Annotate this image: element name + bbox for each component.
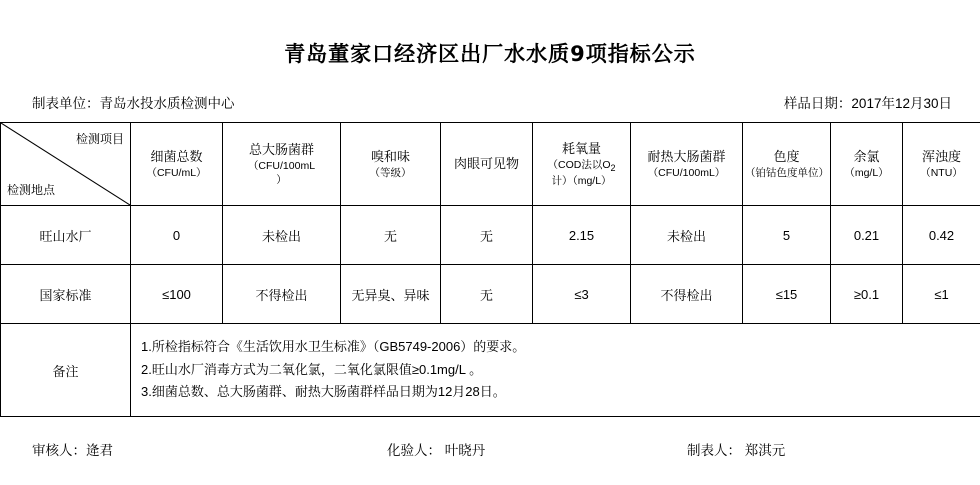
header-corner-bottom-label: 检测地点 [7, 183, 56, 197]
row-1-value-5: 不得检出 [631, 265, 743, 324]
notes-row [1, 324, 980, 417]
header-col-7-unit: （mg/L） [844, 166, 889, 179]
note-line-0: 1.所检指标符合《生活饮用水卫生标准》（GB5749-2006）的要求。 [141, 338, 526, 354]
header-col-3 [441, 123, 533, 206]
header-col-1-name: 总大肠菌群 [248, 142, 314, 158]
row-0-value-4: 2.15 [533, 206, 631, 265]
row-0-value-3: 无 [441, 206, 533, 265]
header-col-8 [903, 123, 980, 206]
table-row [1, 206, 980, 265]
header-col-6-name: 色度 [773, 149, 800, 165]
row-0-value-8: 0.42 [903, 206, 980, 265]
footer [32, 439, 940, 459]
row-1-value-3: 无 [441, 265, 533, 324]
row-0-value-1: 未检出 [223, 206, 341, 265]
header-col-5 [631, 123, 743, 206]
row-1-value-4: ≤3 [533, 265, 631, 324]
header-col-2-name: 嗅和味 [370, 149, 410, 165]
header-col-4-unit2: 计）（mg/L） [551, 174, 612, 187]
row-0-value-7: 0.21 [831, 206, 903, 265]
water-quality-table [0, 122, 980, 417]
note-line-2: 3.细菌总数、总大肠菌群、耐热大肠菌群样品日期为12月28日。 [141, 384, 506, 400]
header-col-4-unit: （COD法以O2 [547, 158, 616, 173]
header-col-0-unit: （CFU/mL） [146, 166, 207, 179]
header-col-6-unit: （铂钴色度单位） [745, 166, 829, 179]
header-col-2 [341, 123, 441, 206]
row-1-value-6: ≤15 [743, 265, 831, 324]
header-corner-top-label: 检测项目 [75, 132, 124, 146]
row-1-value-8: ≤1 [903, 265, 980, 324]
header-col-8-name: 浑浊度 [921, 149, 961, 165]
row-1-value-7: ≥0.1 [831, 265, 903, 324]
row-1-value-2: 无异臭、异味 [341, 265, 441, 324]
header-col-2-unit: （等级） [369, 166, 412, 179]
meta-prepared-by: 制表单位：青岛水投水质检测中心 [32, 96, 235, 111]
footer-analyst: 化验人： 叶晓丹 [387, 443, 486, 458]
header-col-4 [533, 123, 631, 206]
meta-row [32, 92, 952, 112]
header-col-7-name: 余氯 [853, 149, 880, 165]
notes-body [131, 324, 980, 417]
meta-sample-date: 样品日期：2017年12月30日 [783, 96, 952, 111]
header-col-3-name: 肉眼可见物 [453, 156, 519, 172]
header-col-6 [743, 123, 831, 206]
header-col-1-unit: （CFU/100mL [247, 159, 316, 172]
header-col-1-unit2: ） [276, 173, 287, 186]
header-corner-cell [1, 123, 131, 206]
note-line-1: 2.旺山水厂消毒方式为二氧化氯，二氧化氯限值≥0.1mg/L 。 [141, 361, 483, 377]
row-1-value-0: ≤100 [131, 265, 223, 324]
table-header-row [1, 123, 980, 206]
table-row [1, 265, 980, 324]
header-col-5-unit: （CFU/100mL） [647, 166, 726, 179]
row-1-value-1: 不得检出 [223, 265, 341, 324]
header-col-1 [223, 123, 341, 206]
row-0-value-0: 0 [131, 206, 223, 265]
row-1-label: 国家标准 [1, 265, 131, 324]
row-0-value-6: 5 [743, 206, 831, 265]
header-col-7 [831, 123, 903, 206]
row-0-value-5: 未检出 [631, 206, 743, 265]
row-0-value-2: 无 [341, 206, 441, 265]
footer-preparer: 制表人： 郑淇元 [687, 443, 786, 458]
notes-label: 备注 [1, 324, 131, 417]
header-col-0 [131, 123, 223, 206]
row-0-label: 旺山水厂 [1, 206, 131, 265]
header-col-4-name: 耗氧量 [561, 141, 601, 157]
footer-reviewer: 审核人：逄君 [32, 443, 113, 458]
page-title: 青岛董家口经济区出厂水水质9项指标公示 [284, 42, 696, 66]
header-col-8-unit: （NTU） [920, 166, 963, 179]
header-col-5-name: 耐热大肠菌群 [647, 149, 726, 165]
header-col-0-name: 细菌总数 [150, 149, 203, 165]
